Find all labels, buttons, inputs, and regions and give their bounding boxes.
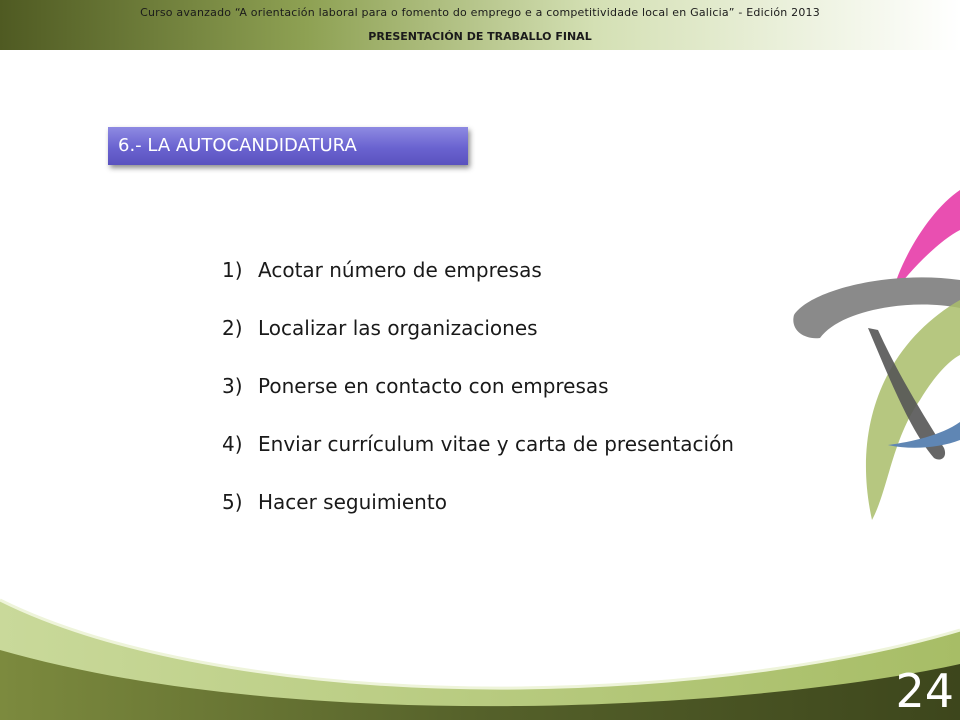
decorative-swirl-graphic: [780, 190, 960, 530]
step-text: Localizar las organizaciones: [258, 316, 538, 340]
list-item: [222, 316, 734, 374]
step-number: 1): [222, 258, 243, 282]
list-item: [222, 258, 734, 316]
presentation-subtitle: PRESENTACIÓN DE TRABALLO FINAL: [368, 30, 592, 43]
step-text: Ponerse en contacto con empresas: [258, 374, 609, 398]
step-number: 4): [222, 432, 243, 456]
steps-list: [222, 258, 734, 548]
list-item: [222, 490, 734, 548]
step-text: Enviar currículum vitae y carta de presentación: [258, 432, 734, 456]
step-text: Acotar número de empresas: [258, 258, 542, 282]
step-text: Hacer seguimiento: [258, 490, 447, 514]
section-title: 6.- LA AUTOCANDIDATURA: [118, 135, 357, 156]
list-item: [222, 432, 734, 490]
step-number: 2): [222, 316, 243, 340]
step-number: 3): [222, 374, 243, 398]
bottom-wave-graphic: [0, 590, 960, 720]
list-item: [222, 374, 734, 432]
section-title-box: [108, 127, 468, 165]
course-title: Curso avanzado “A orientación laboral para o fomento do emprego e a competitividade local en Galicia” - Edición 2013: [140, 6, 820, 19]
step-number: 5): [222, 490, 243, 514]
page-number: 24: [895, 664, 954, 718]
